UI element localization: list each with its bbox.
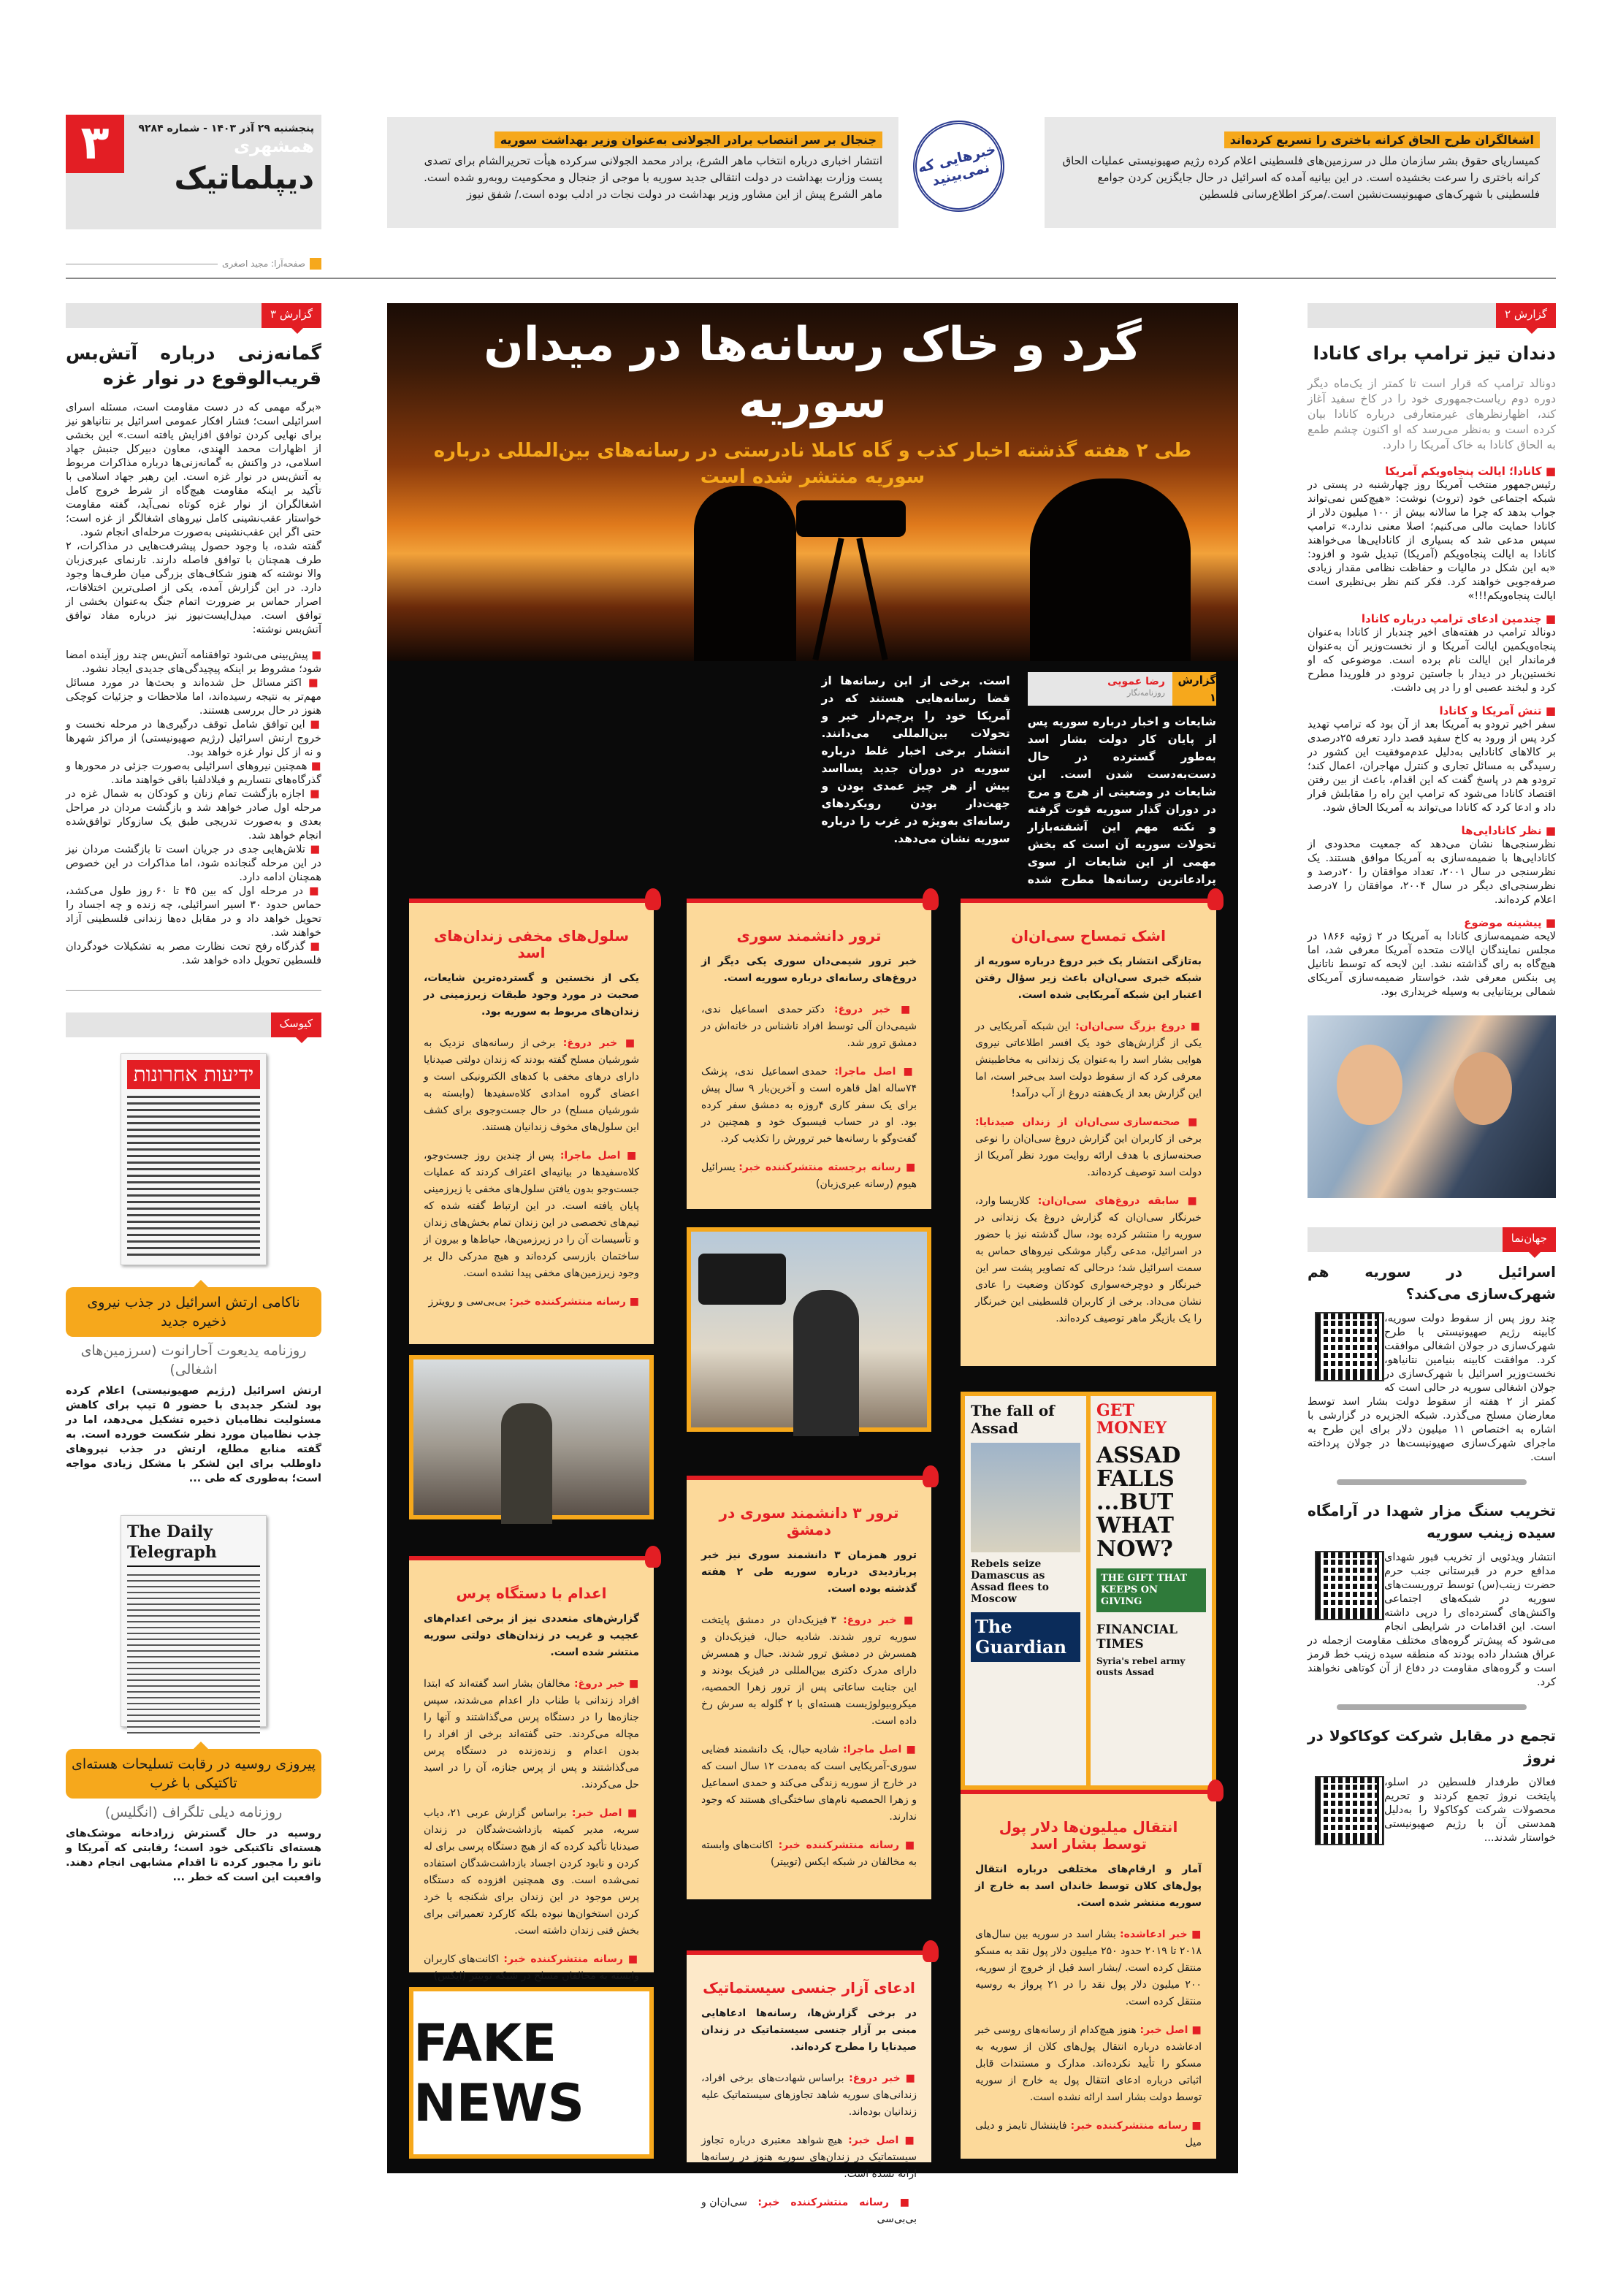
kiosk-headline: ناکامی ارتش اسرائیل در جذب نیروی ذخیره جدید: [66, 1287, 321, 1337]
cover-text: Rebels seize Damascus as Assad flees to Moscow: [971, 1558, 1049, 1605]
fact-box-three: [687, 1476, 931, 1899]
item-text: برخی از رسانه‌های نزدیک به شورشیان مسلح گفته بودند که زندان دولتی صیدنایا دارای درهای مخفی با کدهای الکترونیکی است و اعضای گروه امدادی کلاه‌سفیدها (وابسته به شورشیان مسلح) در حال جست‌وجوی برای کشف این سلول‌های مخوف زندانیان هستند.: [424, 1037, 639, 1133]
bullet-item: ■ اجازه بازگشت تمام زنان و کودکان به شمال غزه در مرحله اول صادر خواهد شد و بازگشت مردان در مراحل بعدی و به‌صورت تدریجی طبق یک سازوکار توافق‌شده انجام خواهد شد.: [66, 787, 321, 843]
item-label: ■ خبر دروغ:: [563, 1037, 639, 1049]
right-column: [1308, 303, 1556, 1850]
section-subtitle: ■ تنش آمریکا و کانادا: [1308, 704, 1556, 718]
item-label: ■ صحنه‌سازی سی‌ان‌ان از زندان صیدنایا:: [975, 1116, 1202, 1128]
item-label: ■ رسانه برجسته منتشرکننده خبر:: [738, 1162, 917, 1173]
issue-date: پنجشنبه ۲۹ آذر ۱۴۰۳ - شماره ۹۲۸۴: [138, 123, 314, 134]
intro-text: از پایان کار دولت بشار اسد به‌طور گسترده در حال دست‌به‌دست شدن است. این شایعات در وضعیتی از هرج و مرج در دوران گذار سوریه قوت گرفته و نکته مهم این آشفته‌بازار تحولات سوریه آن است که بخش مهمی از این شایعات از سوی پرادعاترین رسانه‌ها مطرح شده است. برخی از این رسانه‌ها از قضا رسانه‌هایی هستند که در آمریکا خود را پرچم‌دار خبر و تحولات بین‌المللی می‌دانند. انتشار برخی اخبار غلط درباره سوریه در دوران جدید پسااسد بیش از هر چیز عمدی بودن و جهت‌دار بودن رویکردهای رسانه‌ای به‌ویژه در غرب را درباره سوریه نشان می‌دهد.: [821, 674, 1216, 886]
section-subtitle: ■ چندمین ادعای ترامپ درباره کانادا: [1308, 612, 1556, 626]
item-label: ■ رسانه منتشرکننده خبر:: [757, 2197, 917, 2208]
person-figure: [1454, 1052, 1512, 1125]
news-text: چند روز پس از سقوط دولت سوریه، کابینه رژیم صهیونیستی با طرح شهرک‌سازی در جولان اشغالی موافقت کرد. موافقت کابینه بنیامین نتانیاهو، نخست‌وزیر اسرائیل با شهرک‌سازی در جولان اشغالی سوریه در حالی است که کمتر از ۲ هفته از سقوط دولت بشار اسد توسط معارضان مسلح می‌گذرد. شبکه الجزیره در گزارشی با اشاره به اختصاص ۱۱ میلیون دلار برای این طرح به ماجرای شهرک‌سازی صهیونیست‌ها در جولان پرداخته است.: [1308, 1313, 1557, 1463]
newspaper-content: [127, 1095, 260, 1256]
fact-box-money: [961, 1790, 1216, 2159]
author-role: روزنامه‌نگار: [1127, 688, 1165, 698]
box-item: [975, 1926, 1202, 2010]
section-header: [66, 1012, 321, 1037]
item-label: ■ خبر دروغ:: [834, 1004, 917, 1015]
item-text: براساس گزارش عربی ۲۱، دیاب سریه، مدیر کمیته بازداشت‌شدگان در زندان صیدنایا تأکید کرده که از هیچ دستگاه پرسی برای له کردن و نابود کردن اجساد بازداشت‌شدگان استفاده نمی‌شده است. وی همچنین افزوده که دستگاه پرس موجود در این زندان برای شکنجه یا خرد کردن استخوان‌ها نبوده بلکه کارکرد تعمیراتی برای بخش فنی زندان داشته است.: [424, 1807, 639, 1937]
main-feature: [387, 303, 1238, 2225]
bullet-item: ■ همچنین نیروهای اسرائیلی به‌صورت جزئی در محورها و گذرگاه‌های نتساریم و فیلادلفیا باقی خواهند ماند.: [66, 760, 321, 787]
article-title: دندان تیز ترامپ برای کانادا: [1313, 343, 1556, 364]
divider: [66, 990, 321, 991]
kiosk-source: روزنامه دیلی تلگراف (انگلیس): [104, 1804, 283, 1820]
section-logo: دیپلماتیک: [174, 160, 314, 196]
item-text: مخالفان بشار اسد گفته‌اند که ابتدا افراد زندانی با طناب دار اعدام می‌شدند، سپس جنازه‌ها را در دستگاه پرس می‌گذاشتند و آنها را مچاله می‌کردند. حتی گفته‌اند برخی از افراد را بدون اعدام و زنده‌زنده در دستگاه پرس می‌گذاشتند و پس از پرس جنازه، آن را در اسید حل می‌کردند.: [424, 1678, 639, 1790]
box-item: [424, 1805, 639, 1940]
qr-code-icon: [1315, 1312, 1384, 1381]
box-item: [701, 2194, 917, 2228]
item-label: ■ اصل ماجرا:: [843, 1744, 917, 1755]
sunset-camera-photo: [387, 303, 1238, 661]
bullet-item: ■ گذرگاه رفح تحت نظارت مصر به تشکیلات خودگردان فلسطین تحویل داده خواهد شد.: [66, 940, 321, 968]
box-item: [701, 1612, 917, 1730]
section-tag: گزارش ۲: [1496, 303, 1556, 328]
item-text: براساس شهادت‌های برخی افراد، زندانی‌های سوریه شاهد تجاوزهای سیستماتیک علیه زندانیان بوده‌اند.: [701, 2072, 917, 2118]
news-title: اشغالگران طرح الحاق کرانه باختری را تسریع کرده‌اند: [1224, 131, 1540, 148]
kiosk: [66, 1012, 321, 1885]
item-text: کلاریسا وارد، خبرنگار سی‌ان‌ان که گزارش دروغ یک زندانی در سوریه را منتشر کرده بود، سال گذشته نیز با حضور در اسرائیل، مدعی رگبار موشکی نیروهای حماس به سمت اسرائیل شد؛ درحالی که تصاویر پشت سر این خبرنگار و دوچرخه‌سواری کودکان وضعیت را عادی نشان می‌داد. برخی از کاربران فلسطینی این خبرنگار را یک بازیگر ماهر توصیف کرده‌اند.: [975, 1195, 1202, 1324]
masthead-text: [73, 122, 314, 197]
bullet-list: [66, 649, 321, 968]
item-label: ■ رسانه منتشرکننده خبر:: [509, 1296, 639, 1308]
item-text: حمدی اسماعیل ندی، پزشک ۷۴ساله اهل قاهره است و آخرین‌بار ۹ سال پیش برای یک سفر کاری ۴روزه به دمشق سفر کرده بود. او در حساب فیسبوک خود و همچنین در گفت‌وگو با رسانه‌ها خبر ترورش را تکذیب کرد.: [701, 1066, 917, 1145]
item-text: پس از چندین روز جست‌وجو، کلاه‌سفیدها در بیانیه‌ای اعتراف کردند که عملیات جست‌وجو بدون یافتن سلول‌های مخفی یا زیرزمینی پایان یافته است. در این ارتباط گفته شده که تیم‌های تخصصی در این زندان تمام بخش‌های زندان و تأسیسات آن را در زیرزمین‌ها، حیاط‌ها و بیرون از ساختمان بازرسی کرده‌اند و هیچ مدرکی دال بر وجود زیرزمین‌های مخفی پیدا نشده است.: [424, 1150, 639, 1279]
trump-trudeau-photo: [1308, 1015, 1556, 1198]
newspaper-collage: [961, 1392, 1216, 1790]
item-label: ■ دروغ بزرگ سی‌ان‌ان:: [1075, 1021, 1202, 1032]
item-label: ■ سابقه دروغ‌های سی‌ان‌ان:: [1038, 1195, 1202, 1207]
main-subhead: طی ۲ هفته گذشته اخبار کذب و گاه کاملا نادرستی در رسانه‌های بین‌المللی درباره سوریه منتشر شده است: [433, 440, 1192, 488]
fact-box-press: [409, 1556, 654, 1982]
headline-block: [402, 316, 1224, 490]
box-title: سلول‌های مخفی زندان‌های اسد: [434, 927, 629, 961]
article-lead: دونالد ترامپ که قرار است تا کمتر از یک‌ماه دیگر دوره دوم ریاست‌جمهوری خود را در کاخ سفید آغاز کند، اظهارنظرهای غیرمتعارفی درباره کانادا بیان کرده است و به‌نظر می‌رسد که او اکنون چشم طمع به الحاق کانادا به خاک آمریکا را دارد.: [1308, 377, 1556, 451]
item-label: ■ خبر دروغ:: [574, 1678, 639, 1690]
author-box: [1028, 672, 1216, 706]
left-column: [66, 303, 321, 1885]
newspaper-title: The Daily Telegraph: [127, 1522, 260, 1567]
person-figure: [1337, 1045, 1402, 1125]
article-sections: [1308, 465, 1556, 999]
box-item: [701, 2132, 917, 2183]
news-text: کمیساریای حقوق بشر سازمان ملل در سرزمین‌های فلسطینی اعلام کرده رژیم صهیونیستی عملیات الحاق کرانه باختری را سرعت بخشیده است. در این بیانیه آمده که اسرائیل در حال جایگزین کردن جوامع فلسطینی با شهرک‌های صهیونیست‌نشین است./مرکز اطلاع‌رسانی فلسطین: [1062, 154, 1540, 201]
bullet-item: ■ در مرحله اول که بین ۴۵ تا ۶۰ روز طول می‌کشد، حماس حدود ۳۰ اسیر اسرائیلی، چه زنده و چه اجساد را تحویل خواهد داد و در مقابل ده‌ها زندانی فلسطینی آزاد خواهند شد.: [66, 885, 321, 940]
section-tag: جهان‌نما: [1503, 1227, 1556, 1252]
news-text: فعالان طرفدار فلسطین در اسلو، پایتخت نروژ تجمع کردند و تحریم محصولات شرکت کوکاکولا را به‌دلیل همدستی آن با رژیم صهیونیستی خواستار شدند...: [1384, 1777, 1556, 1844]
item-text: برخی از کاربران این گزارش دروغ سی‌ان‌ان را نوعی صحنه‌سازی با هدف ارائه روایت مورد نظر آمریکا از دولت اسد توصیف کرده‌اند.: [975, 1133, 1202, 1178]
qr-code-icon: [1315, 1776, 1384, 1845]
fact-box-abuse: [687, 1950, 931, 2225]
box-item: [975, 1018, 1202, 1102]
box-lead: یکی از نخستین و گسترده‌ترین شایعات، صحبت در مورد وجود طبقات زیرزمینی در زندان‌های مربوط به سوریه بود.: [424, 972, 639, 1018]
box-lead: ترور همزمان ۳ دانشمند سوری نیز خبر پربازدیدی درباره سوریه طی ۲ هفته گذشته بوده است.: [701, 1549, 917, 1595]
box-title: اشک تمساح سی‌ان‌ان: [1011, 927, 1166, 945]
item-label: ■ اصل خبر:: [1140, 2024, 1202, 2036]
box-item: [424, 1294, 639, 1311]
box-lead: گزارش‌های متعددی نیز از برخی اعدام‌های عجیب و غریب در زندان‌های دولتی سوریه منتشر شده است.: [424, 1613, 639, 1658]
item-text: یسرائیل هیوم (رسانه عبری‌زبان): [701, 1162, 917, 1190]
kiosk-headline: پیروزی روسیه در رقابت تسلیحات هسته‌ای تاکتیکی با غرب: [66, 1749, 321, 1799]
top-news-right: [1045, 117, 1556, 228]
box-lead: در برخی گزارش‌ها، رسانه‌ها ادعاهایی مبنی بر آزار جنسی سیستماتیک در زندان صیدنایا را مطرح کرده‌اند.: [701, 2007, 917, 2053]
qr-code-icon: [1315, 1551, 1384, 1620]
news-text: انتشار اخباری درباره انتخاب ماهر الشرع، برادر محمد الجولانی سرکرده هیأت تحریرالشام برای تصدی پست وزارت بهداشت در دولت انتقالی جدید سوریه با موجی از جنجال و محکومیت روبه‌رو شده است. ماهر الشرع پیش از این مشاور وزیر بهداشت در دولت نجات در ادلب بوده است./ شفق نیوز: [424, 154, 882, 201]
box-title: ادعای آزار جنسی سیستماتیک: [703, 1979, 915, 1996]
report-3: [66, 303, 321, 991]
item-label: ■ رسانه منتشرکننده خبر:: [1070, 2120, 1202, 2132]
box-title: ترور ۳ دانشمند سوری در دمشق: [719, 1504, 899, 1538]
kiosk-text: روسیه در حال گسترش زرادخانه موشک‌های هسته‌ای تاکتیکی خود است؛ رقابتی که آمریکا و ناتو را مجبور کرده تا اقدام مشابهی انجام دهند. واقعیت این است که خطر ...: [66, 1828, 321, 1883]
section-header: [1308, 303, 1556, 328]
section-tag: گزارش ۳: [262, 303, 321, 328]
article-title: گمانه‌زنی درباره آتش‌بس قریب‌الوقوع در نوار غزه: [66, 343, 321, 389]
box-item: [701, 1837, 917, 1871]
square-icon: [310, 258, 321, 270]
item-text: بشار اسد در سوریه بین سال‌های ۲۰۱۸ تا ۲۰۱۹ حدود ۲۵۰ میلیون دلار پول نقد به مسکو منتقل کرده است. /بشار اسد قبل از خروج از سوریه، ۲۰۰ میلیون دلار پول نقد را در ۲۱ پرواز به روسیه منتقل کرده است.: [975, 1929, 1202, 2007]
fake-news-lettering: FAKE NEWS: [413, 2013, 585, 2133]
paragraph: «برگه مهمی که در دست مقاومت است، مسئله اسرای اسرائیلی است؛ فشار افکار عمومی اسرائیل بر نتانیاهو نیز برای نهایی کردن توافق افزایش یافته است.» این بخشی از اظهارات محمد الهندی، معاون دبیرکل جنبش جهاد اسلامی، در واکنش به گمانه‌زنی‌ها درباره مذاکرات مربوط به آتش‌بس در نوار غزه است. این رهبر جهاد اسلامی با تأکید بر اینکه مقاومت هیچ‌گاه از شرط خروج کامل اشغالگران از نوار غزه کوتاه نمی‌آید، گفته مقاومت خواستار عقب‌نشینی کامل نیروهای اشغالگر از غزه است؛ حتی اگر این عقب‌نشینی به‌صورت مرحله‌ای انجام شود.: [66, 402, 321, 538]
fact-box-scientist: [687, 899, 931, 1209]
camera-icon: [698, 1254, 786, 1305]
section-subtitle: ■ کانادا؛ ایالت پنجاه‌ویکم آمریکا: [1308, 465, 1556, 478]
item-text: اکانت‌های وابسته به مخالفان در شبکه ایکس (توییتر): [701, 1839, 917, 1868]
brand-logo: همشهری: [234, 136, 314, 156]
report-tag: گزارش ۱: [1172, 672, 1216, 706]
news-title: تخریب سنگ مزار شهدا در آرامگاه سیده زینب سوریه: [1308, 1502, 1556, 1541]
main-headline: گرد و خاک رسانه‌ها در میدان سوریه: [484, 318, 1142, 429]
box-item: [975, 2022, 1202, 2106]
divider: [1337, 1479, 1527, 1485]
newspaper-content: [127, 1573, 260, 1734]
item-text: این شبکه آمریکایی در یکی از گزارش‌های خود یک افسر اطلاعاتی نیروی هوایی بشار اسد را به‌عنوان یک زندانی به مخاطبینش معرفی کرد که از سقوط دولت اسد بی‌خبر است، اما این گزارش بعد از یک‌هفته دروغ از آب درآمد!: [975, 1021, 1202, 1099]
stamp-logo: خبرهایی که نمی‌بینید: [904, 111, 1015, 222]
section-header: [66, 303, 321, 328]
cover-text: The fall of Assad: [971, 1402, 1055, 1437]
fighters-photo: [409, 1355, 654, 1519]
page-number: ۳: [66, 115, 124, 173]
box-title: اعدام با دستگاه پرس: [456, 1584, 607, 1602]
paragraph: دونالد ترامپ در هفته‌های اخیر چندبار از کانادا به‌عنوان پنجاه‌ویکمین ایالت آمریکا و از نخست‌وزیر آن به‌عنوان فرماندار این ایالت نام برده است. موضوعی که او نخستین‌بار در دیدار با جاستین ترودو در فلوریدا مطرح کرد و لبخند عصبی او را در پی داشت.: [1308, 627, 1556, 694]
section-subtitle: ■ پیشینه موضوع: [1308, 916, 1556, 930]
designer-name: صفحه‌آرا: مجید اصغری: [222, 259, 305, 269]
item-text: دکتر حمدی اسماعیل ندی، شیمی‌دان آلی توسط افراد ناشناس در خانه‌اش در دمشق ترور شد.: [701, 1004, 917, 1049]
cover-photo: [971, 1443, 1080, 1552]
world-news-list: [1308, 1261, 1556, 1850]
item-label: ■ خبر دروغ:: [849, 2072, 917, 2084]
box-title: ترور دانشمند سوری: [736, 927, 882, 945]
newspaper-cover: [1091, 1396, 1212, 1785]
newspaper-cover: [965, 1396, 1086, 1785]
newspaper-cover: [121, 1515, 267, 1727]
cover-text: THE GIFT THAT KEEPS ON GIVING: [1096, 1568, 1206, 1612]
item-label: ■ خبر ادعاشده:: [1120, 1929, 1202, 1940]
paragraph: گفته شده، با وجود حصول پیشرفت‌هایی در مذاکرات، ۲ طرف همچنان با توافق فاصله دارند. تارنمای عبری‌زبان والا نوشته که هنوز شکاف‌های بزرگی میان طرف‌ها وجود دارد. در این گزارش آمده، یکی از اصلی‌ترین اختلافات، اصرار حماس بر ضرورت اتمام جنگ به‌عنوان بخشی از توافق است. میدل‌ایست‌نیوز نیز درباره مفاد توافق آتش‌بس نوشته:: [66, 541, 321, 636]
person-figure: [501, 1403, 552, 1524]
world-news: [1308, 1227, 1556, 1850]
item-label: ■ رسانه منتشرکننده خبر:: [779, 1839, 917, 1851]
newspaper-title: ידיעות אחרונות: [127, 1060, 260, 1089]
reporter-photo: [687, 1227, 931, 1432]
box-item: [975, 1193, 1202, 1327]
masthead: [66, 115, 321, 229]
kiosk-source: روزنامه یدیعوت آحارانوت (سرزمین‌های اشغالی): [80, 1343, 307, 1378]
item-text: فایننشال تایمز و دیلی میل: [975, 2120, 1202, 2148]
news-title: تجمع در مقابل شرکت کوکاکولا در نروژ: [1308, 1727, 1556, 1766]
tripod-silhouette: [856, 538, 888, 660]
divider: [1337, 1704, 1527, 1710]
box-item: [701, 1742, 917, 1826]
intro-first-line: شایعات و اخبار درباره سوریه پس: [1027, 715, 1216, 728]
kiosk-text: ارتش اسرائیل (رژیم صهیونیستی) اعلام کرده بود لشکر جدیدی با حضور ۵ تیپ برای کاهش مسئولیت نظامیان ذخیره تشکیل می‌دهد، اما در جذب نظامیان مورد نظر شکست خورده است. به گفته منابع مطلع، ارتش در جذب نیروهای داوطلب برای این لشکر با مشکل زیادی مواجه است؛ به‌طوری که طی ...: [66, 1385, 321, 1484]
box-lead: آمار و ارقام‌های مختلفی درباره انتقال پول‌های کلان توسط خاندان اسد به خارج از سوریه منتشر شده است.: [975, 1864, 1202, 1909]
cover-text: Syria's rebel army ousts Assad: [1096, 1656, 1186, 1677]
person-silhouette: [1030, 478, 1191, 661]
designer-credit: [66, 258, 321, 270]
item-text: سی‌ان‌ان و بی‌بی‌سی: [701, 2197, 917, 2225]
item-label: ■ اصل خبر:: [572, 1807, 639, 1819]
section-header: [1308, 1227, 1556, 1252]
collage-papers: [965, 1396, 1212, 1785]
item-text: بی‌بی‌سی و رویترز: [428, 1296, 506, 1308]
bullet-item: ■ پیش‌بینی می‌شود توافقنامه آتش‌بس چند روز آینده امضا شود؛ مشروط بر اینکه پیچیدگی‌های جدیدی ایجاد نشود.: [66, 649, 321, 676]
top-news-left: [387, 117, 898, 228]
box-item: [701, 1064, 917, 1148]
box-item: [701, 1159, 917, 1193]
item-text: هیچ شواهد معتبری درباره تجاوز سیستماتیک در زندان‌های سوریه هنوز در رسانه‌ها ارائه نشده است.: [701, 2135, 917, 2180]
box-item: [975, 1114, 1202, 1181]
fact-box-cells: [409, 899, 654, 1344]
item-text: شادیه حبال، یک دانشمند فضایی سوری-آمریکایی است که به‌مدت ۱۲ سال است که در خارج از سوریه زندگی می‌کند و حمدی اسماعیل و زهرا الحمصیه نام‌های ساختگی‌ای هستند که وجود ندارند.: [701, 1744, 917, 1823]
box-item: [424, 1148, 639, 1282]
fake-news-image: [409, 1987, 654, 2159]
item-label: ■ اصل ماجرا:: [560, 1150, 639, 1162]
author-info: [1100, 672, 1172, 706]
box-item: [424, 1676, 639, 1793]
box-item: [424, 1035, 639, 1136]
item-label: ■ اصل ماجرا:: [834, 1066, 917, 1078]
section-subtitle: ■ نظر کانادایی‌ها: [1308, 824, 1556, 838]
news-text: انتشار ویدئویی از تخریب قبور شهدای مدافع حرم در قبرستانی جنب حرم حضرت زینب(س) توسط تروریست‌های سوریه در شبکه‌های اجتماعی واکنش‌های گسترده‌ای را درپی داشته است. این اقدامات در شرایطی انجام می‌شود که پیش‌تر گروه‌های مختلف مقاومت ازجمله در عراق هشدار داده بودند که منطقه سیده زینب خط قرمز است و گروه‌های مقاومت در دفاع از آن کوتاهی نخواهند کرد.: [1308, 1552, 1556, 1688]
news-title: اسرائیل در سوریه هم شهرک‌سازی می‌کند؟: [1308, 1263, 1556, 1303]
box-title: انتقال میلیون‌ها دلار پول توسط بشار اسد: [999, 1818, 1178, 1853]
section-tag: کیوسک: [271, 1012, 321, 1037]
cover-text: GET MONEY: [1096, 1401, 1167, 1438]
box-item: [424, 1951, 639, 1985]
newspaper-cover: [121, 1053, 267, 1265]
item-label: ■ رسانه منتشرکننده خبر:: [503, 1953, 639, 1965]
box-item: [975, 2118, 1202, 2151]
bullet-item: ■ این توافق شامل توقف درگیری‌ها در مرحله نخست و خروج ارتش اسرائیل (رژیم صهیونیستی) از مراکز شهرها و نه از کل نوار غزه خواهد بود.: [66, 718, 321, 760]
paragraph: نظرسنجی‌ها نشان می‌دهد که جمعیت محدودی از کانادایی‌ها با ضمیمه‌سازی به آمریکا موافق هستند. یک نظرسنجی در سال ۲۰۰۱، تعداد موافقان را ۲۰درصد و نظرسنجی‌ای دیگر در سال ۲۰۰۴، موافقان را ۷درصد اعلام کرده‌اند.: [1308, 839, 1557, 906]
box-lead: خبر ترور شیمی‌دان سوری یکی دیگر از دروغ‌های رسانه‌ای درباره سوریه است.: [701, 956, 917, 984]
cover-text: FINANCIAL TIMES: [1096, 1622, 1177, 1652]
item-text: اکانت‌های کاربران وابسته به مخالفان مسلح در شبکه توییتر (ایکس): [424, 1953, 639, 1982]
item-label: ■ اصل خبر:: [848, 2135, 917, 2146]
news-title: جنجال بر سر انتصاب برادر الجولانی به‌عنوان وزیر بهداشت سوریه: [495, 131, 882, 148]
camera-silhouette: [796, 500, 906, 537]
bullet-item: ■ تلاش‌هایی جدی در جریان است تا بازگشت مردان نیز در این مرحله گنجانده شود، اما مذاکرات در این خصوص همچنان ادامه دارد.: [66, 843, 321, 885]
box-item: [701, 2070, 917, 2121]
cameraman-silhouette: [694, 486, 796, 661]
intro-text-block: [409, 672, 1216, 891]
paragraph: سفر اخیر ترودو به آمریکا بعد از آن بود که ترامپ تهدید کرد پس از ورود به کاخ سفید قصد دارد تعرفه ۲۵درصدی بر کالاهای کانادایی به‌دلیل عدم‌موفقیت این کشور در رسیدگی به مسائل تجاری و کنترل مهاجران، اعمال کند؛ ترودو هم در پاسخ گفت که این اقدام، باعث از بین رفتن اقتصاد کانادا می‌شود که ترامپ این راه را مقابلش قرار داد و ادعا کرد که کانادا می‌تواند به آمریکا الحاق شود.: [1308, 719, 1556, 814]
cover-text: The Guardian: [971, 1612, 1080, 1662]
fact-box-cnn: [961, 899, 1216, 1366]
tripod-silhouette: [812, 538, 844, 660]
paragraph: رئیس‌جمهور منتخب آمریکا روز چهارشنبه در پستی در شبکه اجتماعی خود (تروث) نوشت: «هیچ‌کس نمی‌تواند جواب بدهد که چرا ما سالانه بیش از ۱۰۰ میلیون دلار از کانادا حمایت مالی می‌کنیم؛ اصلا معنی ندارد.» ترامپ سپس مدعی شد که بسیاری از کانادایی‌ها می‌خواهند کانادا به ایالت پنجاه‌ویکم (آمریکا) تبدیل شود و افزود: «به این شکل در مالیات و حفاظت نظامی مقدار زیادی صرفه‌جویی خواهند کرد. فکر کنم نظر بی‌نظیری است ایالت پنجاه‌ویکم!!!»: [1308, 479, 1557, 602]
divider: [66, 278, 1556, 279]
reporter-figure: [793, 1290, 859, 1436]
paragraph: لایحه ضمیمه‌سازی کانادا به آمریکا در ۲ ژوئیه ۱۸۶۶ در مجلس نمایندگان ایالات متحده آمریکا معرفی شد، اما هیچ‌گاه به رای گذاشته نشد. این لایحه که توسط ناتانیل پی بنکس معرفی شد، خواستار ضمیمه‌سازی آمریکای شمالی بریتانیایی به وسیله خریداری بود.: [1308, 931, 1556, 998]
item-text: هنوز هیچ‌کدام از رسانه‌های روسی خبر ادعاشده درباره انتقال پول‌های کلان از سوریه به مسکو را تأیید نکرده‌اند. مدارک و مستندات قابل اثباتی درباره ادعای انتقال پول به خارج از سوریه توسط دولت بشار اسد ارائه نشده است.: [975, 2024, 1202, 2103]
item-text: ۳ فیزیک‌دان در دمشق پایتخت سوریه ترور شدند. شادیه حبال، فیزیک‌دان و همسرش در دمشق ترور شدند. حبال و همسرش دارای مدرک دکتری بین‌المللی در فیزیک بودند و این جنایت ساعاتی پس از ترور زهرا الحمصیه، میکروبیولوژیست هسته‌ای با ۲ گلوله به سرش رخ داده است.: [701, 1614, 917, 1727]
author-name: رضا عمویی: [1107, 676, 1165, 687]
cover-text: ASSAD FALLS ...BUT WHAT NOW?: [1096, 1443, 1181, 1562]
report-2: [1308, 303, 1556, 999]
box-item: [701, 1002, 917, 1052]
bullet-item: ■ اکثر مسائل حل شده‌اند و بحث‌ها در مورد مسائل مهم‌تر به نتیجه رسیده‌اند، اما ملاحظات و جزئیات کوچکی هنوز در حال بررسی هستند.: [66, 676, 321, 718]
box-lead: به‌تازگی انتشار یک خبر دروغ درباره سوریه از شبکه خبری سی‌ان‌ان باعث زیر سؤال رفتن اعتبار این شبکه آمریکایی شده است.: [975, 956, 1202, 1001]
item-label: ■ خبر دروغ:: [843, 1614, 917, 1626]
